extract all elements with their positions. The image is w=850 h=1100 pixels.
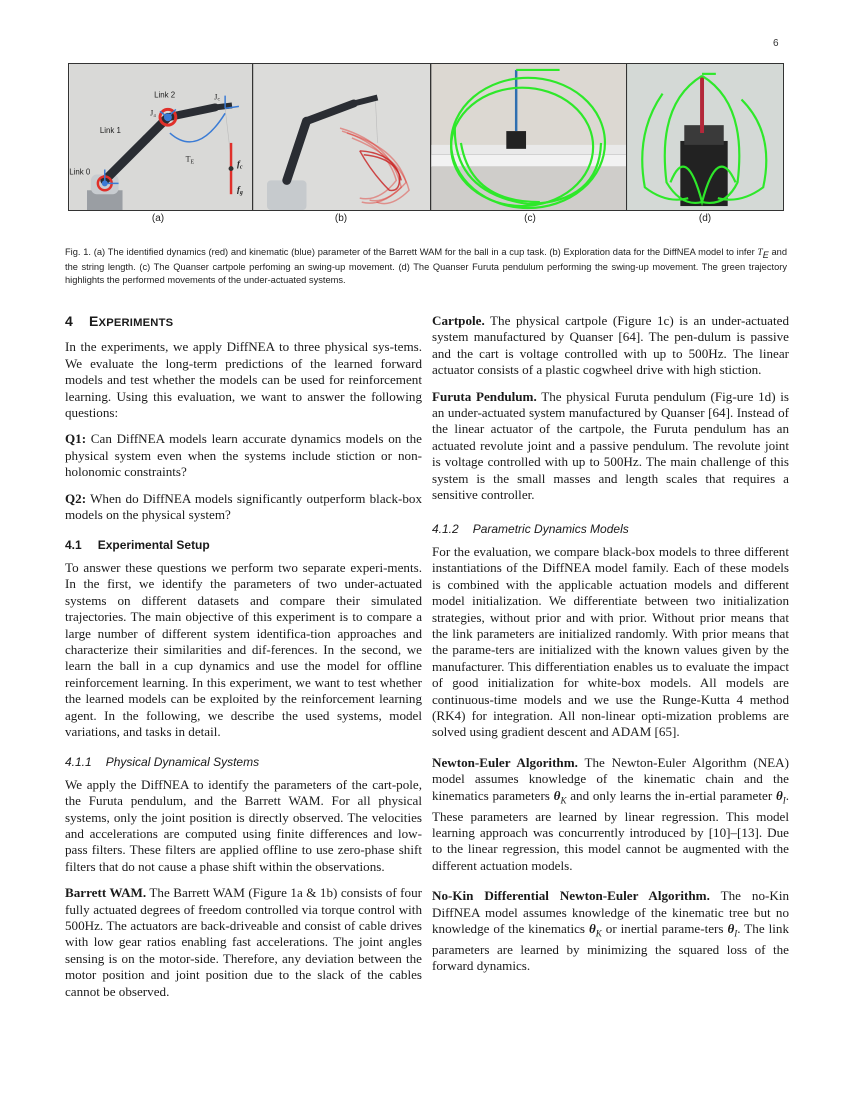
models-paragraph: For the evaluation, we compare black-box models to three different instantiations of the DiffNEA model family. Each of these models is combined with the applicable actuation models and different model initialization. We differentiate between two initialization strategies, without prior and with prior. Without prior means that the link parameters are initialized randomly. With prior means that the parame-ters are initialized with the known values given by the manufacturer. This differentiation enables us to evaluate the impact of good initialization for white-box models. All models are continuous-time models and we use the Runge-Kutta 4 method (RK4) for integration. All non-linear opti-mization problems are solved using gradient descent and ADAM [65].: [432, 543, 789, 740]
figure-panel-c: [430, 63, 628, 211]
exploration-data-image: [253, 64, 431, 210]
figure-1: [68, 63, 784, 211]
subsection-heading: 4.1 Experimental Setup: [65, 538, 210, 553]
question-2: Q2: When do DiffNEA models significantly outperform black-box models on the physical system?: [65, 490, 422, 523]
figure-panel-a: [68, 63, 254, 211]
systems-paragraph: We apply the DiffNEA to identify the parameters of the cart-pole, the Furuta pendulum, and the Barrett WAM. For all physical systems, only the joint position is directly observed. The velocities and accelerations are computed using finite differences and low-pass filters. These filters are applied offline to use zero-phase shift filters that do not cause a phase shift within the observations.: [65, 776, 422, 874]
nokin-paragraph: No-Kin Differential Newton-Euler Algorithm. The no-Kin DiffNEA model assumes knowledge of the kinematic tree but no knowledge of the kinematics $\theta_K$ or inertial parame-ters $\theta_I$. The link parameters are learned by minimizing the squared loss of the forward dynamics.: [432, 888, 789, 974]
svg-text:J₄: J₄: [150, 108, 156, 118]
barrett-paragraph: Barrett WAM. The Barrett WAM (Figure 1a & 1b) consists of four fully actuated degrees of freedom controlled via torque control with 500Hz. The actuators are back-driveable and consist of cable drives with low gear ratios enabling fast accelerations. The joint angles sensing is on the motor-side. Therefore, any deviation between the motor position and joint position due to the slack of the cables cannot be observed.: [65, 885, 422, 999]
intro-paragraph: In the experiments, we apply DiffNEA to three physical sys-tems. We evaluate the long-term predictions of the learned forward models and test whether the models can be used for reinforcement learning. Using this evaluation, we want to answer the following questions:: [65, 339, 422, 421]
furuta-pendulum-image: [627, 64, 783, 210]
cartpole-paragraph: Cartpole. The physical cartpole (Figure 1c) is an under-actuated system manufactured by Quanser [64]. The pen-dulum is passive and the cart is voltage controlled with up to 500Hz. The linear actuator consists of a plastic cogwheel drive with high stiction.: [432, 313, 789, 378]
svg-text:fc: $f_c$: [236, 158, 243, 171]
svg-text:J꜀: J꜀: [214, 92, 221, 102]
link-1-label: Link 1: [99, 126, 121, 136]
setup-paragraph: To answer these questions we perform two separate experi-ments. In the first, we identify the parameters of two under-actuated systems on different datasets and compare their simulated trajectories. The main objective of this experiment is to compare a large number of different system identifica-tion approaches and characterize their similarities and dif-ferences. In the second, we learn the ball in a cup dynamics and use the model for offline reinforcement learning. In this experiment, we want to test whether the learned models can be exploited by the reinforcement learning agent. In the following, we describe the used systems, model variations, and tasks in detail.: [65, 559, 422, 739]
right-column: [432, 313, 789, 985]
panel-label-c: (c): [524, 213, 536, 224]
page-number: 6: [773, 38, 779, 49]
figure-panel-d: [626, 63, 784, 211]
nea-paragraph: Newton-Euler Algorithm. The Newton-Euler Algorithm (NEA) model assumes knowledge of the kinematic chain and the kinematics parameters $\theta_K$ and only learns the in-ertial parameter $\theta_I$. These parameters are learned by linear regression. This model learning approach was concurrently introduced by [10]–[13]. Due to the linear regression, this model cannot be augmented with the different actuation models.: [432, 754, 790, 873]
furuta-paragraph: Furuta Pendulum. The physical Furuta pendulum (Fig-ure 1d) is an under-actuated system manufactured by Quanser [64]. Instead of the linear actuator of the cartpole, the Furuta pendulum has an actuated revolute joint and a passive pendulum. The revolute joint is voltage controlled with up to 500Hz. The main challenge of this system is the small masses and length scales that requires a sensitive controller.: [432, 388, 789, 503]
svg-text:TE: $T_E$: [185, 154, 195, 166]
figure-panel-b: [252, 63, 432, 211]
section-heading: 4 EXPERIMENTS: [65, 313, 174, 329]
figure-caption: Fig. 1. (a) The identified dynamics (red) and kinematic (blue) parameter of the Barrett WAM for the ball in a cup task. (b) Exploration data for the DiffNEA model to infer $T_E$ and the string length. (c) The Quanser cartpole perfoming an swing-up movement. (d) The Quanser Furuta pendulum performing the swing-up movement. The green trajectory highlights the performed movements of the under-actuated systems.: [65, 247, 787, 286]
svg-text:fg: $f_g$: [236, 184, 243, 197]
panel-label-a: (a): [151, 213, 165, 224]
link-2-label: Link 2: [154, 90, 176, 100]
barrett-wam-annotated-image: [69, 64, 253, 210]
subsubsection-heading: 4.1.1 Physical Dynamical Systems: [65, 755, 260, 770]
panel-label-d: (d): [698, 213, 712, 224]
subsubsection-heading-2: 4.1.2 Parametric Dynamics Models: [432, 522, 629, 537]
panel-label-b: (b): [334, 213, 348, 224]
cartpole-image: [431, 64, 627, 210]
link-0-label: Link 0: [69, 167, 91, 177]
question-1: Q1: Can DiffNEA models learn accurate dynamics models on the physical system even when the systems include stiction or non-holonomic constraints?: [65, 431, 422, 480]
left-column: [65, 313, 422, 1010]
